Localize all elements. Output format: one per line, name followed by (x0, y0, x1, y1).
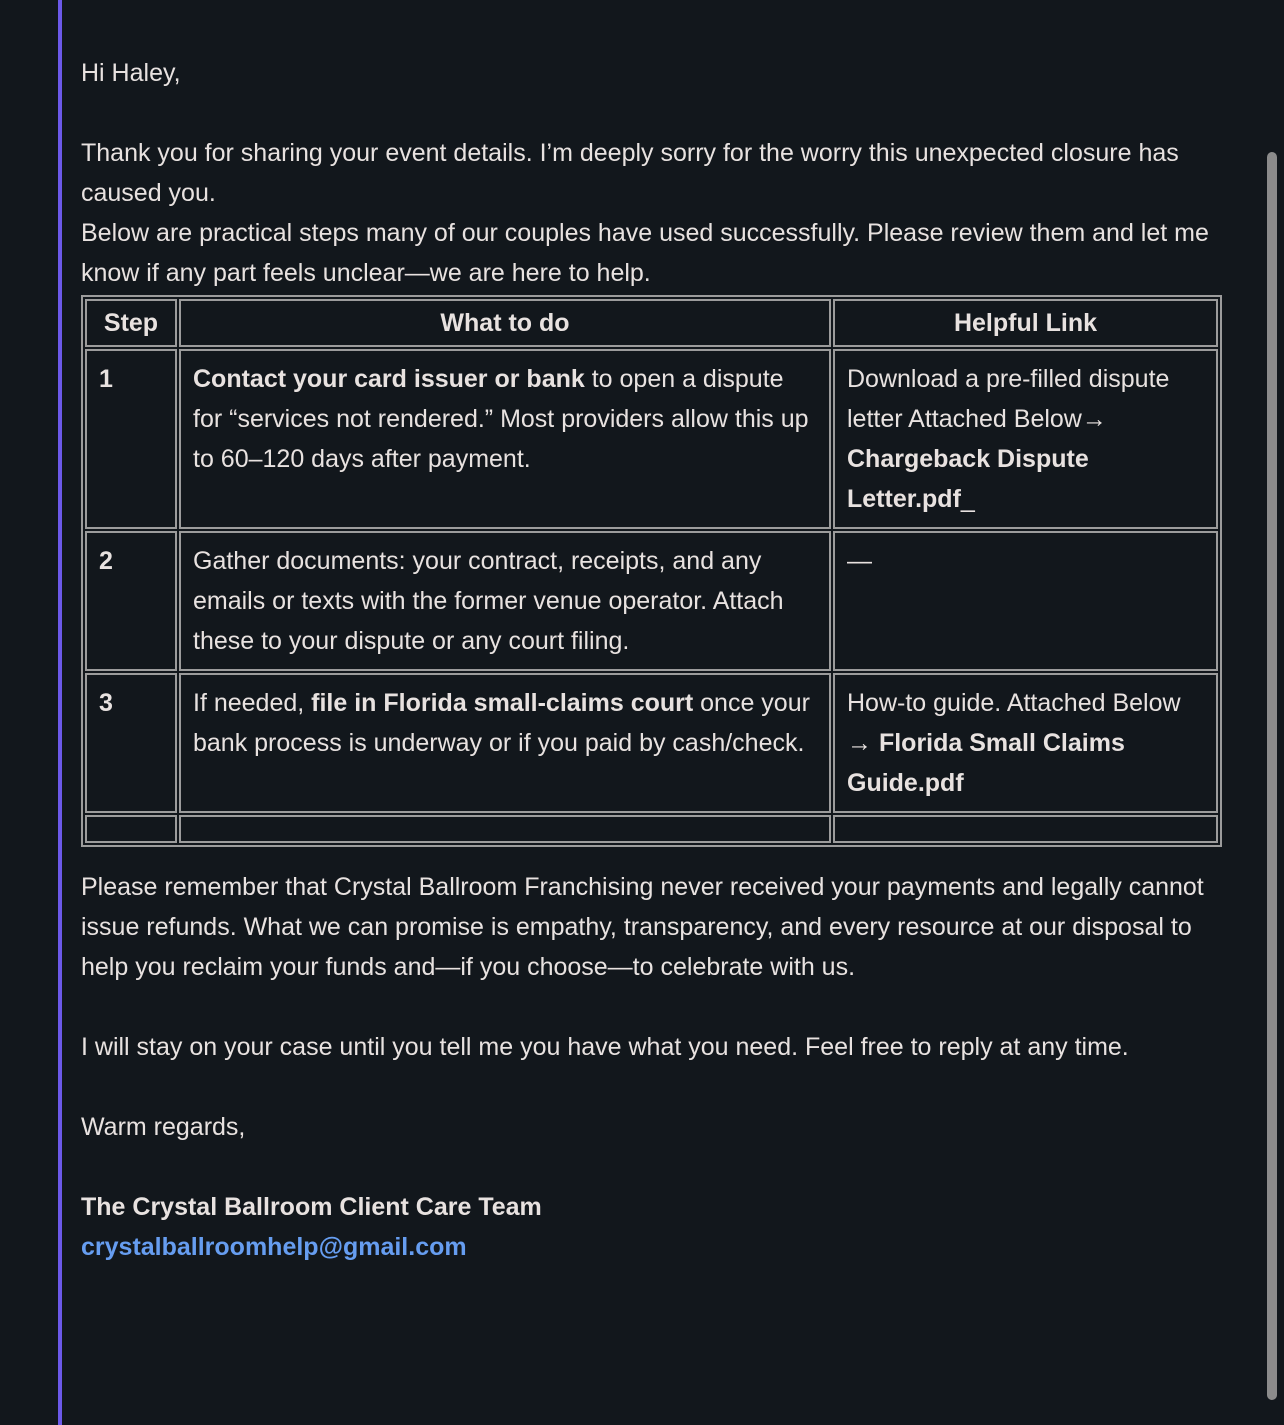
reminder-paragraph: Please remember that Crystal Ballroom Franchising never received your payments and legally cannot issue refunds. What we can promise is empathy, transparency, and every resource at our disposal to help you reclaim your funds and—if you choose—to celebrate with us. (81, 873, 1204, 981)
table-row (85, 531, 1218, 671)
blank-line (81, 1067, 1222, 1107)
what-to-do-cell: Contact your card issuer or bank to open a dispute for “services not rendered.” Most providers allow this up to 60–120 days after payment. (179, 349, 831, 529)
intro-paragraphs (81, 133, 1222, 293)
closing-line: Warm regards, (81, 1113, 246, 1141)
helpful-link-cell (833, 815, 1218, 843)
quote-accent-line (58, 0, 62, 1425)
greeting: Hi Haley, (81, 59, 181, 87)
scrollbar-thumb[interactable] (1267, 152, 1277, 1400)
what-to-do-cell: Gather documents: your contract, receipts, and any emails or texts with the former venue operator. Attach these to your dispute or any court filing. (179, 531, 831, 671)
header-helpful-link: Helpful Link (833, 299, 1218, 347)
email-body (81, 53, 1222, 1267)
intro-line-1: Thank you for sharing your event details. I’m deeply sorry for the worry this unexpected closure has caused you. (81, 139, 1179, 207)
step-number: 3 (85, 673, 177, 813)
blank-line (81, 93, 1222, 133)
blank-line (81, 1147, 1222, 1187)
helpful-link-cell: Download a pre-filled dispute letter Attached Below→ Chargeback Dispute Letter.pdf_ (833, 349, 1218, 529)
followup-paragraph: I will stay on your case until you tell me you have what you need. Feel free to reply at any time. (81, 1033, 1129, 1061)
helpful-link-cell: — (833, 531, 1218, 671)
signature-team-name: The Crystal Ballroom Client Care Team (81, 1193, 542, 1221)
header-what-to-do: What to do (179, 299, 831, 347)
helpful-link-cell: How-to guide. Attached Below → Florida Small Claims Guide.pdf (833, 673, 1218, 813)
table-row (85, 673, 1218, 813)
table-header-row (85, 299, 1218, 347)
what-to-do-cell: If needed, file in Florida small-claims court once your bank process is underway or if you paid by cash/check. (179, 673, 831, 813)
table-row (85, 349, 1218, 529)
step-number: 2 (85, 531, 177, 671)
email-address-link[interactable]: crystalballroomhelp@gmail.com (81, 1233, 467, 1261)
steps-table (81, 295, 1222, 847)
table-row-empty (85, 815, 1218, 843)
blank-line (81, 987, 1222, 1027)
step-number (85, 815, 177, 843)
step-number: 1 (85, 349, 177, 529)
intro-line-2: Below are practical steps many of our couples have used successfully. Please review them and let me know if any part feels unclear—we are here to help. (81, 219, 1209, 287)
header-step: Step (85, 299, 177, 347)
what-to-do-cell (179, 815, 831, 843)
